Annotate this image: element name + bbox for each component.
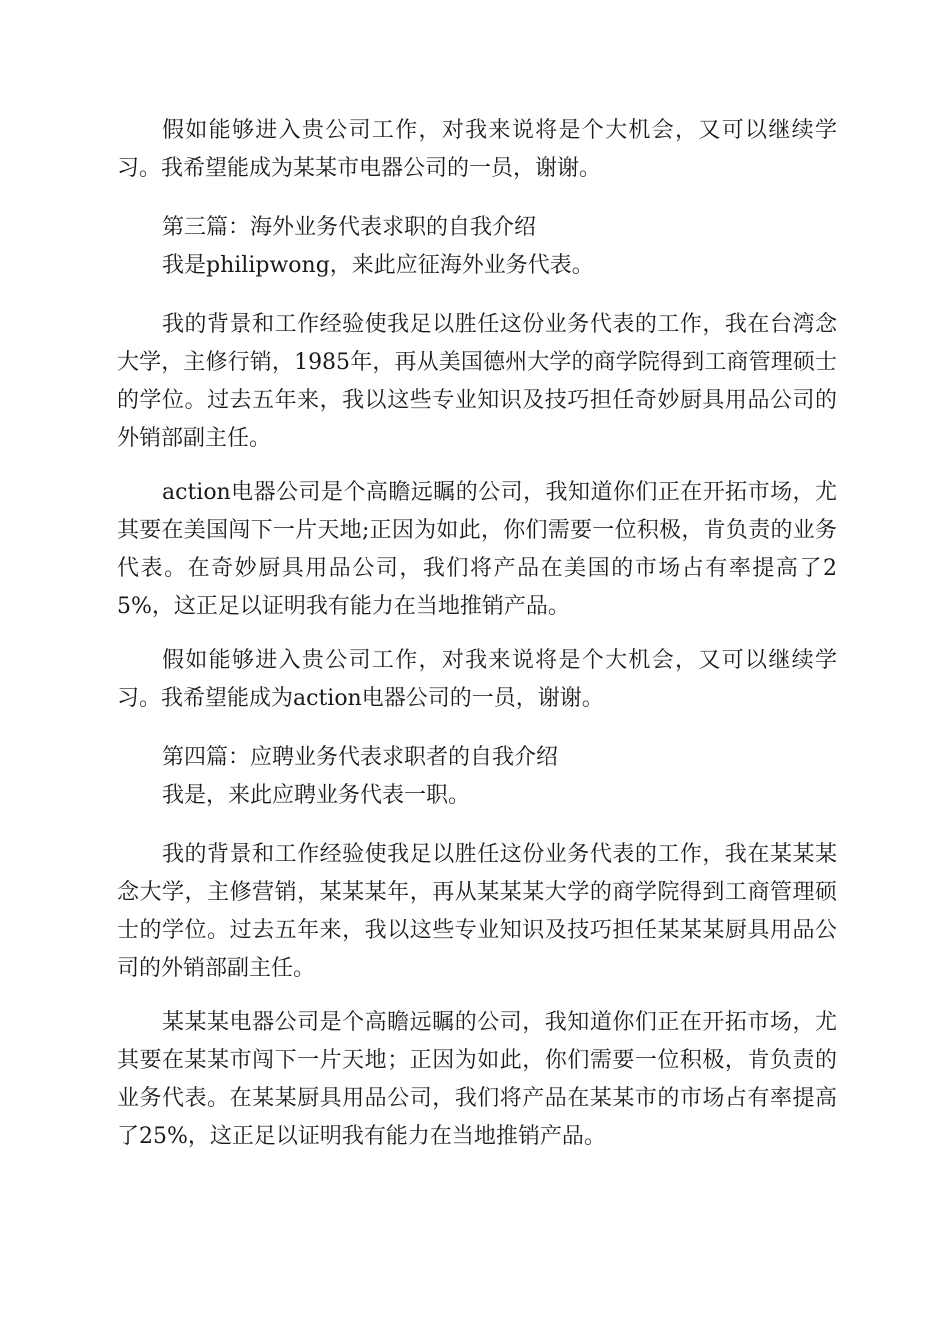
paragraph-background-3: 我的背景和工作经验使我足以胜任这份业务代表的工作，我在台湾念大学，主修行销，1985年，再从美国德州大学的商学院得到工商管理硕士的学位。过去五年来，我以这些专业知识及技巧担任奇妙厨具用品公司的外销部副主任。 bbox=[117, 312, 837, 451]
paragraph-intro-4: 我是，来此应聘业务代表一职。 bbox=[162, 783, 471, 808]
paragraph-intro-3: 我是philipwong，来此应征海外业务代表。 bbox=[162, 253, 594, 278]
paragraph-closing-3: 假如能够进入贵公司工作，对我来说将是个大机会，又可以继续学习。我希望能成为action电器公司的一员，谢谢。 bbox=[117, 648, 837, 711]
paragraph-company-4: 某某某电器公司是个高瞻远瞩的公司，我知道你们正在开拓市场，尤其要在某某市闯下一片天地；正因为如此，你们需要一位积极，肯负责的业务代表。在某某厨具用品公司，我们将产品在某某市的市场占有率提高了25%，这正足以证明我有能力在当地推销产品。 bbox=[117, 1010, 837, 1149]
document-body bbox=[117, 112, 837, 1156]
section-heading-3: 第三篇：海外业务代表求职的自我介绍 bbox=[162, 215, 537, 240]
paragraph-company-3: action电器公司是个高瞻远瞩的公司，我知道你们正在开拓市场，尤其要在美国闯下一片天地;正因为如此，你们需要一位积极，肯负责的业务代表。在奇妙厨具用品公司，我们将产品在美国的市场占有率提高了25%，这正足以证明我有能力在当地推销产品。 bbox=[117, 480, 837, 619]
paragraph-background-4: 我的背景和工作经验使我足以胜任这份业务代表的工作，我在某某某念大学，主修营销，某某某年，再从某某某大学的商学院得到工商管理硕士的学位。过去五年来，我以这些专业知识及技巧担任某某某厨具用品公司的外销部副主任。 bbox=[117, 842, 837, 981]
section-heading-4: 第四篇：应聘业务代表求职者的自我介绍 bbox=[162, 745, 559, 770]
paragraph-closing-2: 假如能够进入贵公司工作，对我来说将是个大机会，又可以继续学习。我希望能成为某某市电器公司的一员，谢谢。 bbox=[117, 118, 837, 181]
